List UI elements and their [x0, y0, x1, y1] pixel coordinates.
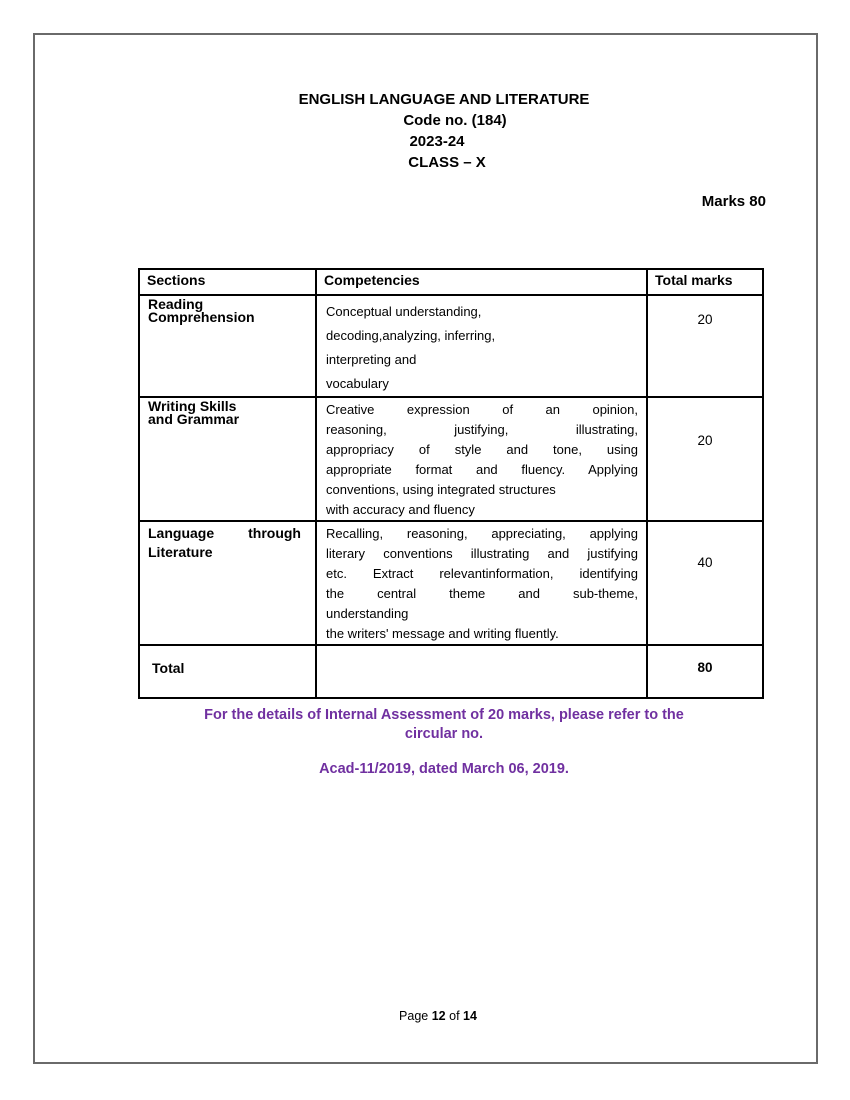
session-year: 2023-24	[409, 133, 465, 150]
of-word: of	[449, 1009, 460, 1023]
document-header	[38, 89, 850, 173]
class-label: CLASS – X	[408, 154, 486, 171]
table-row-reading-comprehension	[139, 295, 763, 397]
total-page-count: 14	[463, 1009, 477, 1023]
empty-cell	[316, 645, 647, 698]
page-number-footer	[26, 1009, 850, 1023]
circular-reference: Acad-11/2019, dated March 06, 2019.	[319, 761, 569, 777]
row-marks-cell: 20	[647, 295, 763, 397]
column-header-competencies: Competencies	[316, 269, 647, 295]
table-row-language-through-literature	[139, 521, 763, 645]
column-header-total-marks: Total marks	[647, 269, 763, 295]
competencies-cell: Conceptual understanding, decoding,analyzing, inferring, interpreting and vocabulary	[316, 295, 647, 397]
table-row-writing-skills-grammar	[139, 397, 763, 521]
section-name-cell: Reading Comprehension	[139, 295, 316, 397]
page-word: Page	[399, 1009, 429, 1023]
column-header-sections: Sections	[139, 269, 316, 295]
note-line-1: For the details of Internal Assessment of 20 marks, please refer to the	[204, 707, 684, 723]
subject-title: ENGLISH LANGUAGE AND LITERATURE	[298, 91, 590, 108]
table-header-row	[139, 269, 763, 295]
row-marks-cell: 40	[647, 521, 763, 645]
total-label-cell: Total	[139, 645, 316, 698]
total-marks-heading: Marks 80	[701, 193, 766, 210]
competencies-cell: Creative expression of an opinion, reasoning, justifying, illustrating, appropriacy of style and tone, using appropriate format and fluency. Applying conventions, using integrated structures with accuracy and fluency	[316, 397, 647, 521]
current-page-number: 12	[431, 1009, 446, 1023]
note-line-2: circular no.	[404, 726, 484, 742]
competencies-cell: Recalling, reasoning, appreciating, applying literary conventions illustrating and justifying etc. Extract relevantinformation, identifying the central theme and sub-theme, understanding the writers' message and writing fluently.	[316, 521, 647, 645]
total-marks-cell: 80	[647, 645, 763, 698]
section-name-cell: Writing Skills and Grammar	[139, 397, 316, 521]
internal-assessment-note	[38, 706, 850, 779]
row-marks-cell: 20	[647, 397, 763, 521]
subject-code: Code no. (184)	[403, 112, 507, 129]
section-name-cell: Language through Literature	[139, 521, 316, 645]
marks-distribution-table	[138, 268, 764, 699]
table-row-total	[139, 645, 763, 698]
